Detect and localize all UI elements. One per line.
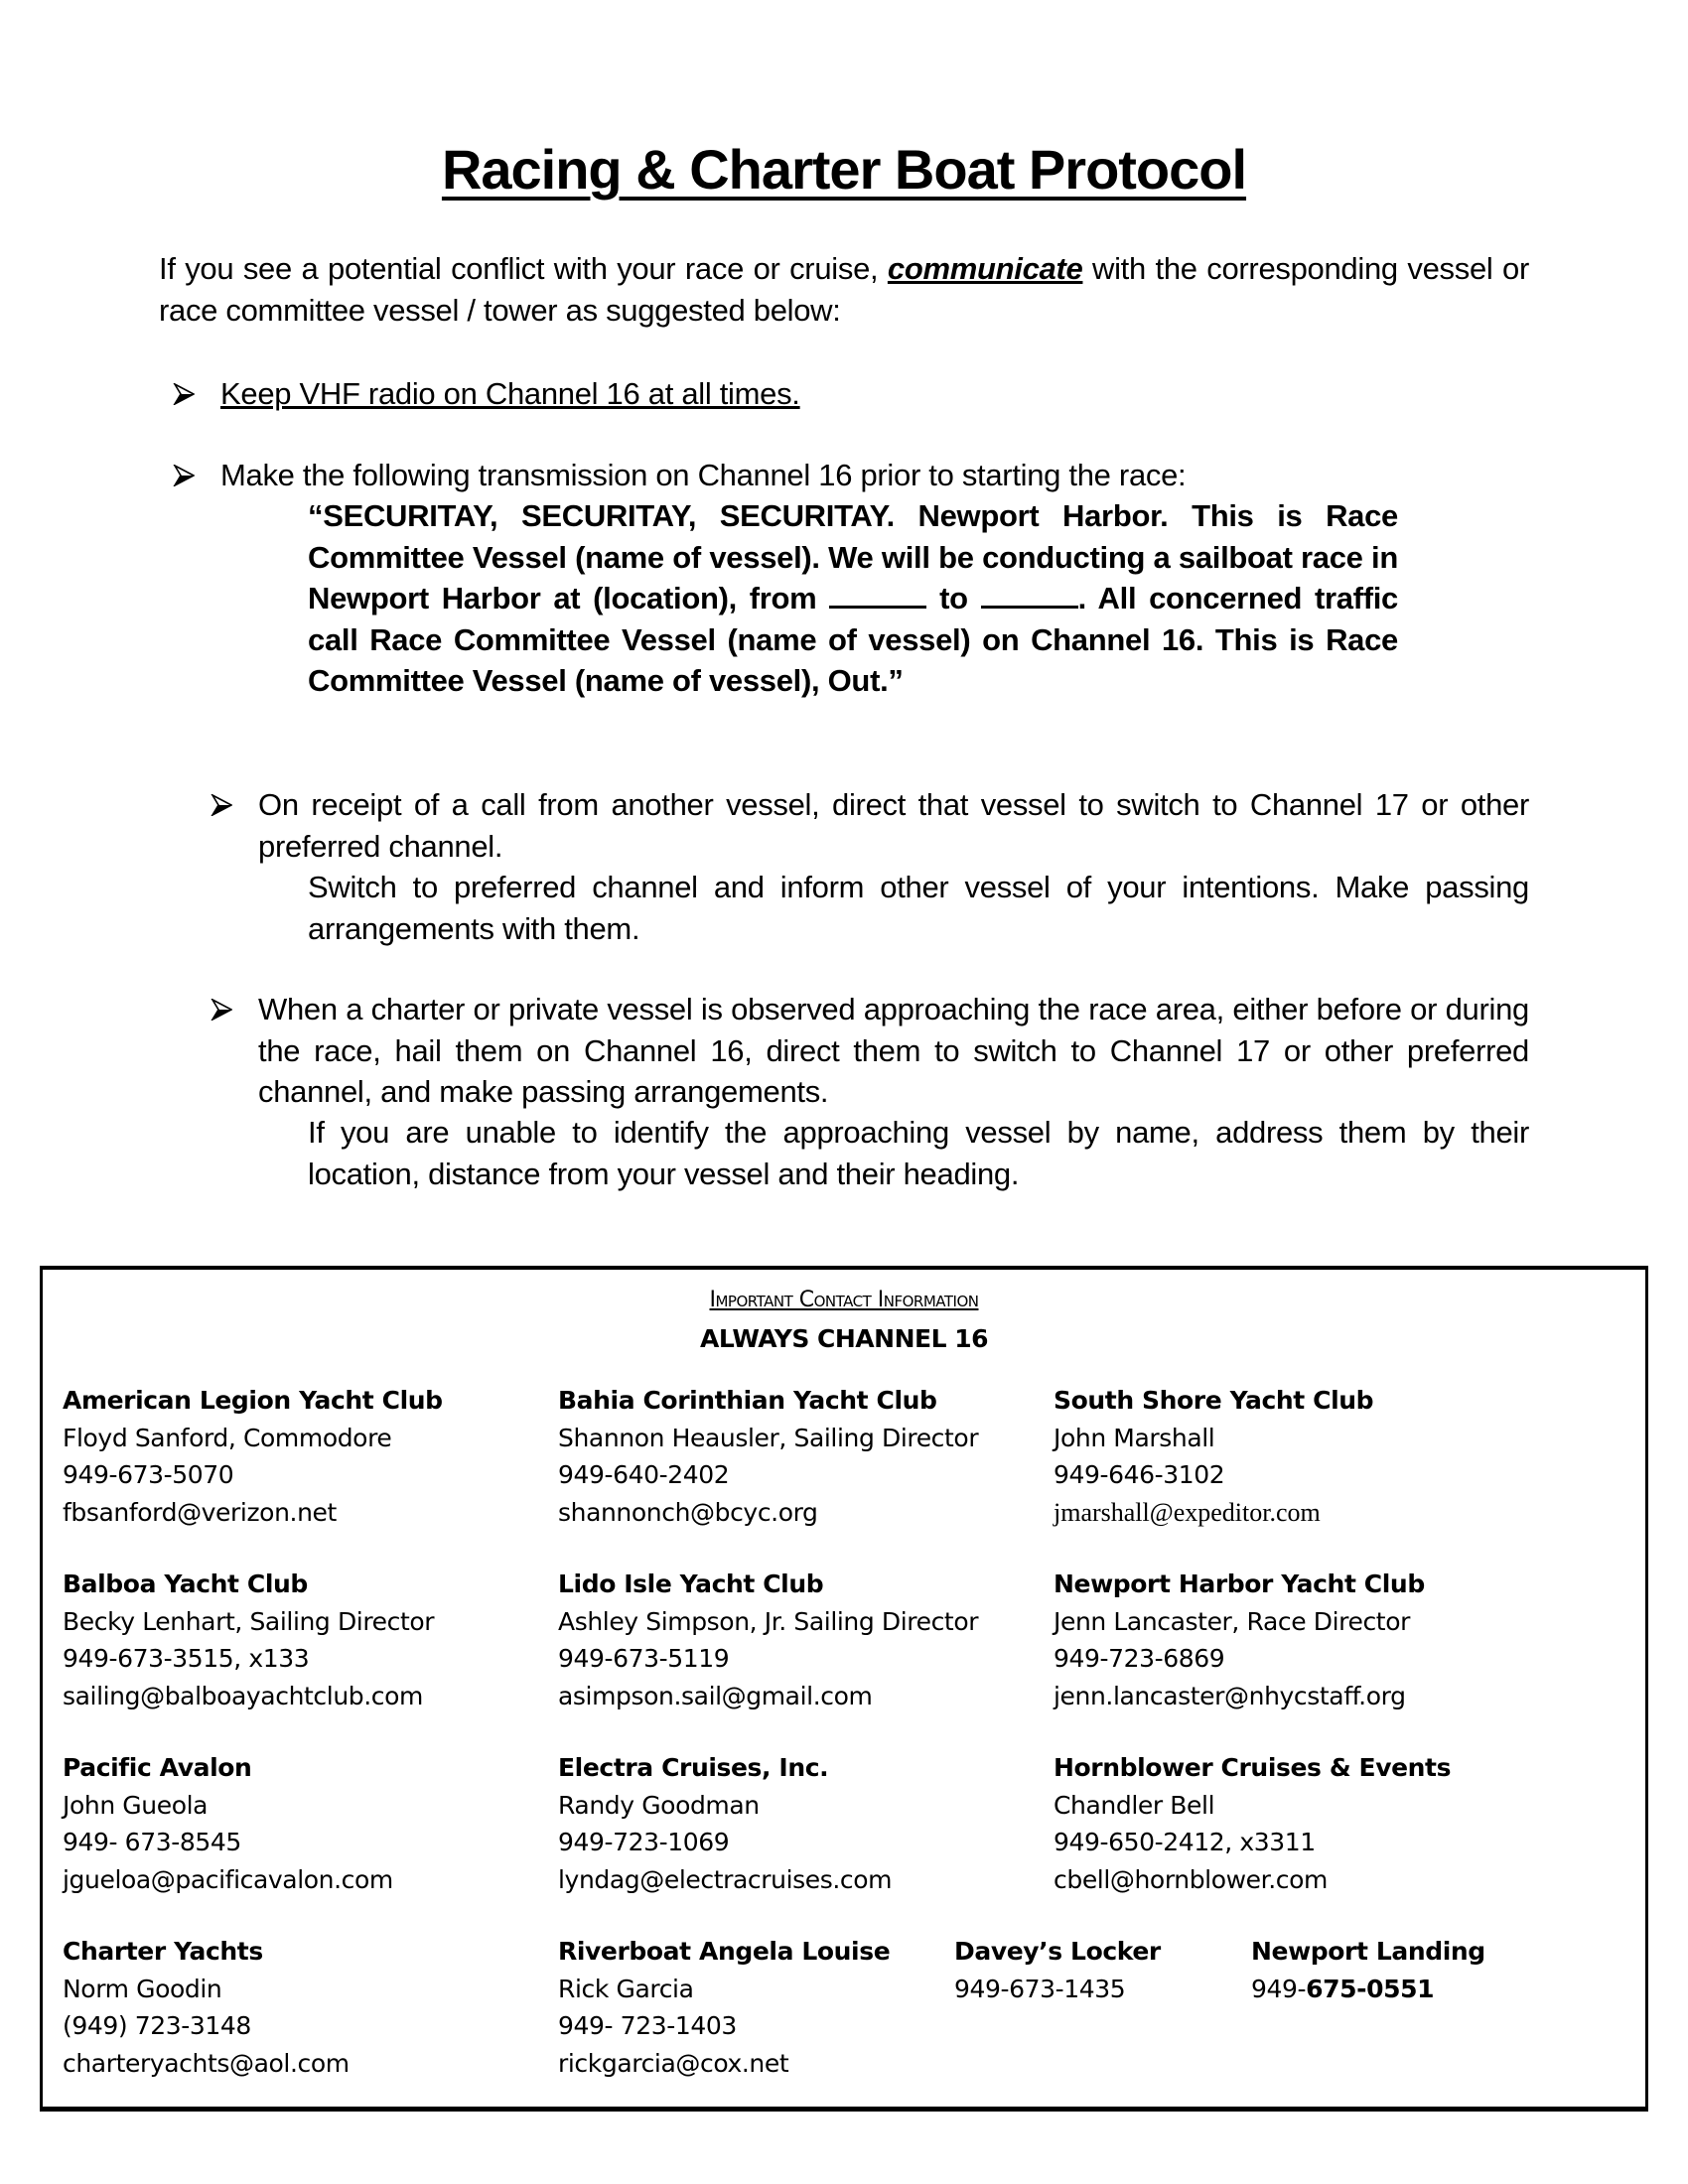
contact-person: Jenn Lancaster, Race Director xyxy=(1054,1606,1410,1636)
contact-information-box xyxy=(40,1266,1648,2112)
contact-org: Newport Landing xyxy=(1251,1937,1485,1966)
contact-org: Newport Harbor Yacht Club xyxy=(1054,1570,1425,1598)
contact-pacific-avalon xyxy=(63,1749,393,1898)
contact-person: Randy Goodman xyxy=(558,1790,760,1820)
bullet-text: When a charter or private vessel is observed approaching the race area, either before or during the race, hail them on Channel 16, direct them to switch to Channel 17 or other preferred channel, and make passing arrangements. xyxy=(258,992,1529,1109)
contact-phone: 949- 673-8545 xyxy=(63,1828,241,1856)
contact-org: Electra Cruises, Inc. xyxy=(558,1753,829,1782)
contact-email[interactable]: fbsanford@verizon.net xyxy=(63,1497,337,1527)
contact-email[interactable]: jmarshall@expeditor.com xyxy=(1054,1497,1321,1527)
contact-person: Norm Goodin xyxy=(63,1974,222,2003)
contact-email[interactable]: shannonch@bcyc.org xyxy=(558,1497,818,1527)
contact-electra-cruises xyxy=(558,1749,892,1898)
contact-person: John Marshall xyxy=(1054,1423,1215,1452)
contact-phone: 949-723-6869 xyxy=(1054,1644,1225,1673)
contact-daveys-locker xyxy=(954,1933,1161,2007)
arrowhead-bullet-icon xyxy=(211,794,232,816)
contact-phone: 949-673-3515, x133 xyxy=(63,1644,310,1673)
contact-lido-isle-yc xyxy=(558,1566,978,1714)
contact-newport-harbor-yc xyxy=(1054,1566,1425,1714)
radio-transmission-script xyxy=(308,495,1398,702)
intro-emphasis: communicate xyxy=(887,251,1083,286)
arrowhead-bullet-icon xyxy=(173,465,195,486)
contact-email[interactable]: sailing@balboayachtclub.com xyxy=(63,1681,423,1710)
arrowhead-bullet-icon xyxy=(211,999,232,1021)
blank-start-time xyxy=(829,580,926,609)
blank-end-time xyxy=(981,580,1078,609)
contact-phone: 949-673-5119 xyxy=(558,1644,730,1673)
contact-org: Charter Yachts xyxy=(63,1937,263,1966)
contact-org: Bahia Corinthian Yacht Club xyxy=(558,1386,937,1415)
contact-person: Rick Garcia xyxy=(558,1974,694,2003)
contact-org: Lido Isle Yacht Club xyxy=(558,1570,824,1598)
contact-email[interactable]: cbell@hornblower.com xyxy=(1054,1864,1328,1894)
contact-email[interactable]: jgueloa@pacificavalon.com xyxy=(63,1864,393,1894)
contact-email[interactable]: rickgarcia@cox.net xyxy=(558,2048,789,2078)
bullet-subtext: If you are unable to identify the approaching vessel by name, address them by their location, distance from your vessel and their heading. xyxy=(308,1115,1529,1191)
bullet-text: Make the following transmission on Channel 16 prior to starting the race: xyxy=(220,458,1187,492)
contact-email[interactable]: jenn.lancaster@nhycstaff.org xyxy=(1054,1681,1406,1710)
contact-charter-yachts xyxy=(63,1933,350,2082)
contact-org: Riverboat Angela Louise xyxy=(558,1937,891,1966)
contact-person: Floyd Sanford, Commodore xyxy=(63,1423,392,1452)
contact-org: Pacific Avalon xyxy=(63,1753,252,1782)
contact-newport-landing xyxy=(1251,1933,1485,2007)
contact-phone: 949-723-1069 xyxy=(558,1828,730,1856)
contact-south-shore-yc xyxy=(1054,1382,1373,1531)
contact-phone: 949-640-2402 xyxy=(558,1460,730,1489)
intro-text-after: with the corresponding vessel or race committee vessel / tower as suggested below: xyxy=(159,251,1530,328)
contact-box-subheading: ALWAYS CHANNEL 16 xyxy=(699,1324,989,1353)
contact-person: Becky Lenhart, Sailing Director xyxy=(63,1606,435,1636)
contact-person: John Gueola xyxy=(63,1790,209,1820)
contact-american-legion-yc xyxy=(63,1382,443,1531)
intro-paragraph xyxy=(159,248,1529,331)
contact-phone: 949-673-1435 xyxy=(954,1974,1126,2003)
contact-org: South Shore Yacht Club xyxy=(1054,1386,1374,1415)
contact-email[interactable]: charteryachts@aol.com xyxy=(63,2048,350,2078)
script-part-2: . All concerned traffic call Race Committee Vessel (name of vessel) on Channel 16. This is Race Committee Vessel (name of vessel), Out.” xyxy=(308,581,1398,698)
arrowhead-bullet-icon xyxy=(173,383,195,405)
contact-phone: (949) 723-3148 xyxy=(63,2011,251,2040)
contact-email[interactable]: lyndag@electracruises.com xyxy=(558,1864,893,1894)
contact-phone-number: 675-0551 xyxy=(1306,1974,1435,2003)
script-mid: to xyxy=(926,581,981,615)
contact-balboa-yc xyxy=(63,1566,434,1714)
contact-phone xyxy=(1251,1971,1485,2008)
contact-bahia-corinthian-yc xyxy=(558,1382,978,1531)
contact-riverboat-angela-louise xyxy=(558,1933,890,2082)
contact-person: Chandler Bell xyxy=(1054,1790,1215,1820)
contact-phone: 949-650-2412, x3311 xyxy=(1054,1828,1316,1856)
contact-org: American Legion Yacht Club xyxy=(63,1386,443,1415)
contact-box-heading: Important Contact Information xyxy=(709,1288,979,1312)
contact-phone-prefix: 949- xyxy=(1251,1974,1307,2003)
bullet-subtext: Switch to preferred channel and inform other vessel of your intentions. Make passing arrangements with them. xyxy=(308,870,1529,946)
contact-person: Shannon Heausler, Sailing Director xyxy=(558,1423,979,1452)
bullet-text: Keep VHF radio on Channel 16 at all times. xyxy=(220,376,800,411)
intro-text-before: If you see a potential conflict with your race or cruise, xyxy=(159,251,888,286)
bullet-text: On receipt of a call from another vessel, direct that vessel to switch to Channel 17 or other preferred channel. xyxy=(258,787,1529,864)
contact-org: Hornblower Cruises & Events xyxy=(1054,1753,1452,1782)
contact-hornblower xyxy=(1054,1749,1451,1898)
contact-phone: 949- 723-1403 xyxy=(558,2011,737,2040)
contact-phone: 949-646-3102 xyxy=(1054,1460,1225,1489)
contact-email[interactable]: asimpson.sail@gmail.com xyxy=(558,1681,873,1710)
contact-org: Balboa Yacht Club xyxy=(63,1570,308,1598)
page-title-text: Racing & Charter Boat Protocol xyxy=(441,138,1247,201)
contact-org: Davey’s Locker xyxy=(954,1937,1161,1966)
contact-phone: 949-673-5070 xyxy=(63,1460,234,1489)
page-title xyxy=(0,137,1688,202)
contact-person: Ashley Simpson, Jr. Sailing Director xyxy=(558,1606,979,1636)
script-part-1: “SECURITAY, SECURITAY, SECURITAY. Newport Harbor. This is Race Committee Vessel (name of vessel). We will be conducting a sailboat race in Newport Harbor at (location), from xyxy=(308,498,1398,615)
